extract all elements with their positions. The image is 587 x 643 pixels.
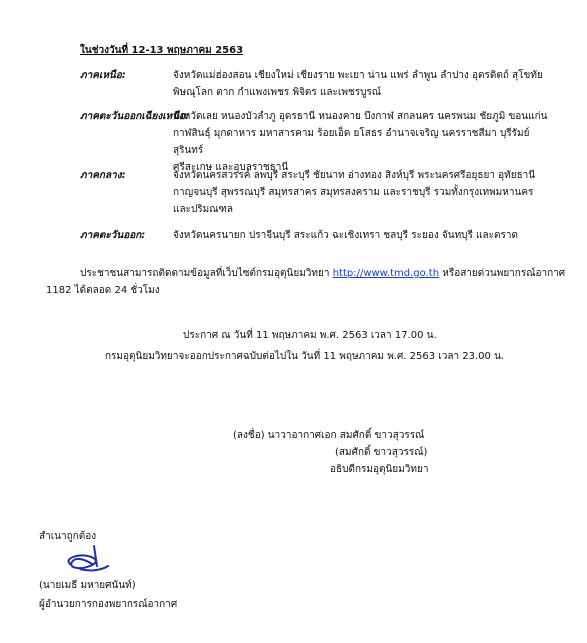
region-label-central: ภาคกลาง: bbox=[80, 170, 126, 181]
province-line: จังหวัดเลย หนองบัวลำภู อุดรธานี หนองคาย บึงกาฬ สกลนคร นครพนม ชัยภูมิ ขอนแก่น bbox=[173, 111, 548, 122]
tmd-website-link[interactable]: http://www.tmd.go.th bbox=[332, 268, 440, 279]
region-provinces-east bbox=[173, 227, 558, 244]
province-line: จังหวัดนครสวรรค์ ลพบุรี สระบุรี ชัยนาท อ่างทอง สิงห์บุรี พระนครศรีอยุธยา อุทัยธานี bbox=[173, 170, 536, 181]
region-provinces-northeast bbox=[173, 108, 558, 176]
region-label-east: ภาคตะวันออก: bbox=[80, 230, 146, 241]
period-heading: ในช่วงวันที่ 12-13 พฤษภาคม 2563 bbox=[80, 45, 244, 56]
province-line: จังหวัดแม่ฮ่องสอน เชียงใหม่ เชียงราย พะเยา น่าน แพร่ ลำพูน ลำปาง อุตรดิตถ์ สุโขทัย bbox=[173, 70, 543, 81]
contact-line-1 bbox=[80, 265, 565, 282]
certified-copy-label: สำเนาถูกต้อง bbox=[39, 531, 97, 542]
province-line: กาญจนบุรี สุพรรณบุรี สมุทรสาคร สมุทรสงคราม และราชบุรี รวมทั้งกรุงเทพมหานคร bbox=[173, 187, 534, 198]
announcement-issued: ประกาศ ณ วันที่ 11 พฤษภาคม พ.ศ. 2563 เวลา 17.00 น. bbox=[183, 330, 437, 341]
signatory-signed-line: (ลงชื่อ) นาวาอากาศเอก สมศักดิ์ ขาวสุวรรณ์ bbox=[233, 430, 425, 441]
region-label-north: ภาคเหนือ: bbox=[80, 70, 126, 81]
contact-text: ประชาชนสามารถติดตามข้อมูลที่เว็บไซต์กรมอุตุนิยมวิทยา bbox=[80, 268, 330, 279]
province-line: และปริมณฑล bbox=[173, 204, 233, 215]
announcement-next-issue: กรมอุตุนิยมวิทยาจะออกประกาศฉบับต่อไปใน วันที่ 11 พฤษภาคม พ.ศ. 2563 เวลา 23.00 น. bbox=[105, 351, 505, 362]
region-provinces-central bbox=[173, 167, 558, 218]
province-line: จังหวัดนครนายก ปราจีนบุรี สระแก้ว ฉะเชิงเทรา ชลบุรี ระยอง จันทบุรี และตราด bbox=[173, 230, 518, 241]
province-line: กาฬสินธุ์ มุกดาหาร มหาสารคาม ร้อยเอ็ด ยโสธร อำนาจเจริญ นครราชสีมา บุรีรัมย์ สุรินทร์ bbox=[173, 128, 530, 156]
contact-hotline-text: หรือสายด่วนพยากรณ์อากาศ bbox=[442, 268, 566, 279]
province-line: พิษณุโลก ตาก กำแพงเพชร พิจิตร และเพชรบูรณ์ bbox=[173, 87, 382, 98]
signatory-position: อธิบดีกรมอุตุนิยมวิทยา bbox=[330, 464, 429, 475]
certified-copy-name: (นายเมธี มหายศนันท์) bbox=[39, 580, 136, 591]
region-provinces-north bbox=[173, 67, 558, 101]
signatory-name: (สมศักดิ์ ขาวสุวรรณ์) bbox=[335, 447, 428, 458]
contact-line-2: 1182 ได้ตลอด 24 ชั่วโมง bbox=[46, 285, 160, 296]
handwritten-signature bbox=[60, 536, 112, 576]
region-label-northeast: ภาคตะวันออกเฉียงเหนือ: bbox=[80, 111, 190, 122]
certified-copy-position: ผู้อำนวยการกองพยากรณ์อากาศ bbox=[39, 599, 178, 610]
province-line: ศรีสะเกษ และอุบลราชธานี bbox=[173, 162, 289, 173]
